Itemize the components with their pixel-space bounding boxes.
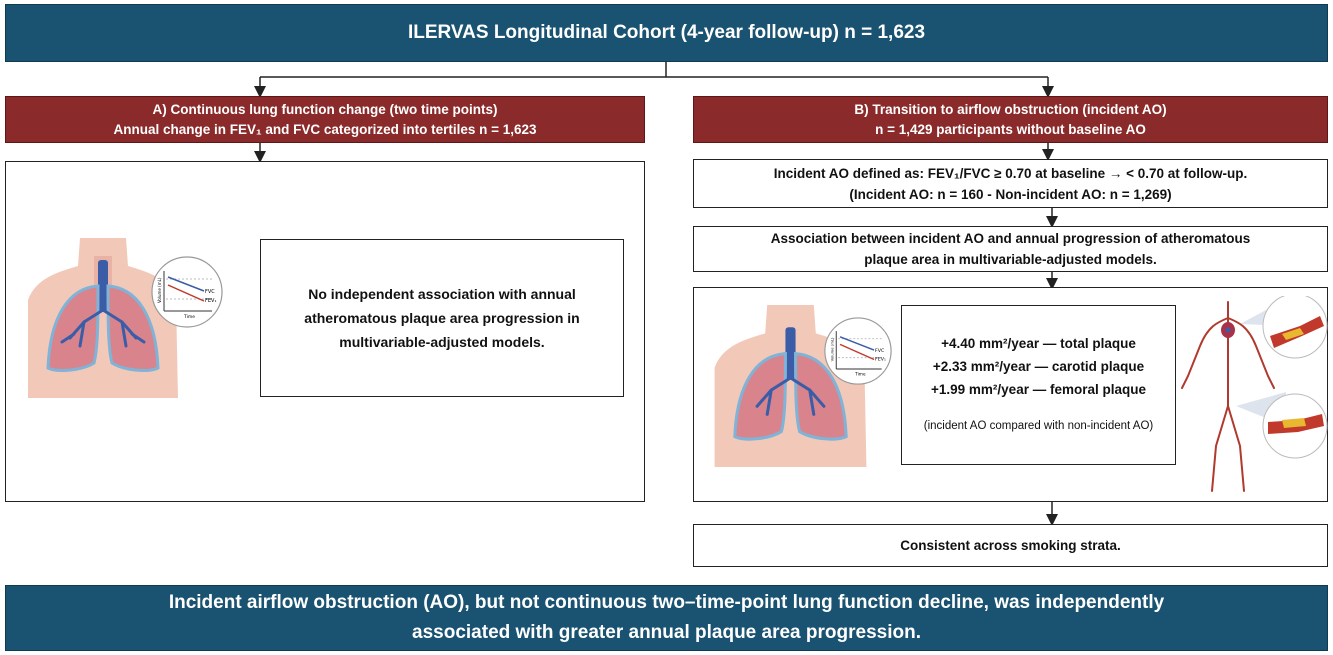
- panel-a-subtitle: Annual change in FEV₁ and FVC categorized into tertiles n = 1,623: [113, 121, 537, 137]
- results-comparison-note: (incident AO compared with non-incident AO): [923, 420, 1154, 432]
- definition-line2: (Incident AO: n = 160 - Non-incident AO: n = 1,269): [849, 186, 1172, 202]
- carotid-plaque-result: +2.33 mm²/year — carotid plaque: [932, 359, 1145, 374]
- panel-a-result-line1: No independent association with annual: [308, 286, 576, 302]
- panel-a-title: A) Continuous lung function change (two time points): [152, 101, 498, 117]
- plaque-progression-results-box: [901, 305, 1176, 465]
- cohort-title-text: ILERVAS Longitudinal Cohort (4-year follow-up) n = 1,623: [407, 22, 926, 43]
- smoking-strata-box: [693, 524, 1328, 567]
- smoking-strata-text: Consistent across smoking strata.: [900, 538, 1121, 553]
- association-line2: plaque area in multivariable-adjusted models.: [864, 252, 1157, 267]
- panel-a-result-line2: atheromatous plaque area progression in: [304, 310, 580, 326]
- fev1-label: FEV₁: [205, 298, 217, 304]
- arterial-tree-illustration: [1178, 296, 1328, 496]
- panel-b-subtitle: n = 1,429 participants without baseline AO: [875, 121, 1146, 137]
- femoral-plaque-result: +1.99 mm²/year — femoral plaque: [931, 382, 1146, 397]
- panel-a-result-box: [260, 239, 624, 397]
- panel-b-title: B) Transition to airflow obstruction (incident AO): [854, 101, 1167, 117]
- time-axis-label: Time: [855, 372, 866, 378]
- total-plaque-result: +4.40 mm²/year — total plaque: [941, 336, 1136, 351]
- fvc-label: FVC: [205, 289, 215, 295]
- panel-a-header: [5, 96, 645, 143]
- fev1-label: FEV₁: [875, 357, 886, 363]
- plaque-artery-icon: [1263, 296, 1327, 358]
- definition-line1: Incident AO defined as: FEV₁/FVC ≥ 0.70 at baseline → < 0.70 at follow-up.: [773, 165, 1248, 181]
- conclusion-line2: associated with greater annual plaque area progression.: [412, 622, 921, 643]
- time-axis-label: Time: [184, 315, 196, 320]
- spirometry-chart-icon: [823, 316, 893, 386]
- panel-b-header: [693, 96, 1328, 143]
- panel-a-result-line3: multivariable-adjusted models.: [339, 334, 545, 350]
- association-line1: Association between incident AO and annual progression of atheromatous: [770, 231, 1251, 246]
- association-box: [693, 226, 1328, 272]
- cohort-title-banner: [5, 4, 1328, 62]
- conclusion-line1: Incident airflow obstruction (AO), but not continuous two–time-point lung function decline, was independently: [168, 592, 1165, 613]
- conclusion-banner: [5, 585, 1328, 651]
- volume-axis-label: Volume (mL): [829, 337, 835, 362]
- plaque-artery-icon: [1263, 394, 1327, 458]
- spirometry-chart-icon: [150, 255, 224, 329]
- fvc-label: FVC: [875, 348, 885, 354]
- volume-axis-label: Volume (mL): [157, 277, 162, 303]
- incident-ao-definition-box: [693, 159, 1328, 208]
